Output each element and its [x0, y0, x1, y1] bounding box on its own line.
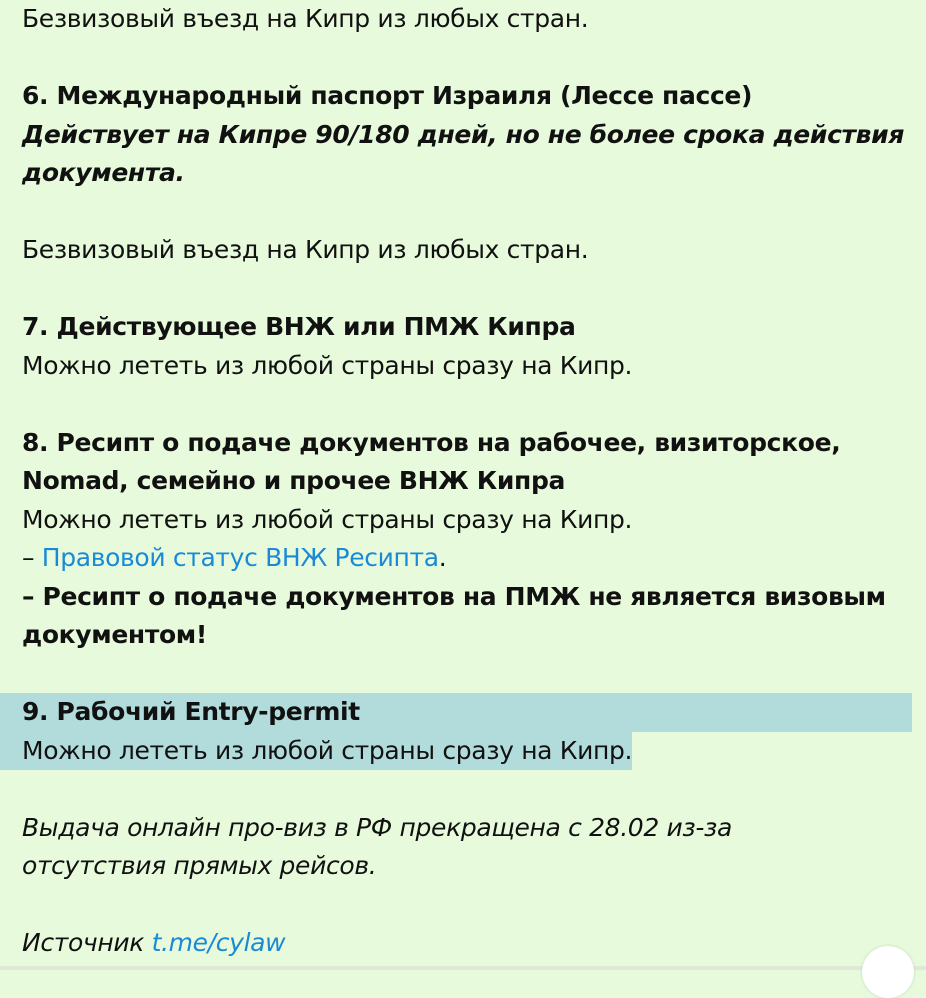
section-6-title: 6. Международный паспорт Израиля (Лессе пассе) [22, 81, 753, 110]
visa-free-text-2: Безвизовый въезд на Кипр из любых стран. [22, 235, 589, 264]
bottom-divider [0, 966, 926, 970]
scroll-down-button[interactable] [862, 946, 914, 998]
source-link[interactable]: t.me/cylaw [151, 928, 286, 957]
section-8-title-line1: 8. Ресипт о подаче документов на рабочее, визиторское, [22, 427, 841, 457]
section-8-text: Можно лететь из любой страны сразу на Кипр. [22, 504, 633, 534]
link-prefix: – [22, 543, 42, 572]
paragraph-spacer [22, 270, 914, 309]
section-8-title-line2: Nomad, семейно и прочее ВНЖ Кипра [22, 466, 566, 495]
section-9-text-line [22, 732, 914, 771]
legal-status-link[interactable]: Правовой статус ВНЖ Ресипта [41, 543, 439, 572]
paragraph-spacer [22, 193, 914, 232]
section-8-warning-line1: – Ресипт о подаче документов на ПМЖ не является визовым [22, 581, 886, 611]
section-9-text: Можно лететь из любой страны сразу на Кипр. [0, 732, 632, 771]
visa-free-text: Безвизовый въезд на Кипр из любых стран. [22, 4, 589, 33]
source-label: Источник [22, 928, 152, 957]
paragraph-spacer [22, 655, 914, 694]
section-8-link-line [22, 539, 914, 578]
section-7-text: Можно лететь из любой страны сразу на Кипр. [22, 350, 633, 380]
section-9-title: 9. Рабочий Entry-permit [0, 693, 912, 732]
paragraph-spacer [22, 39, 914, 78]
paragraph-spacer [22, 886, 914, 925]
message-body [22, 0, 914, 963]
section-7-title: 7. Действующее ВНЖ или ПМЖ Кипра [22, 312, 576, 341]
paragraph-spacer [22, 770, 914, 809]
source-line [22, 924, 914, 963]
note-line2: отсутствия прямых рейсов. [22, 851, 377, 880]
paragraph-spacer [22, 385, 914, 424]
section-6-note-line2: документа. [22, 158, 185, 187]
note-line1: Выдача онлайн про-виз в РФ прекращена с 28.02 из-за [22, 812, 732, 842]
link-suffix: . [438, 543, 447, 572]
section-6-note-line1: Действует на Кипре 90/180 дней, но не более срока действия [22, 119, 905, 149]
section-8-warning-line2: документом! [22, 620, 207, 649]
